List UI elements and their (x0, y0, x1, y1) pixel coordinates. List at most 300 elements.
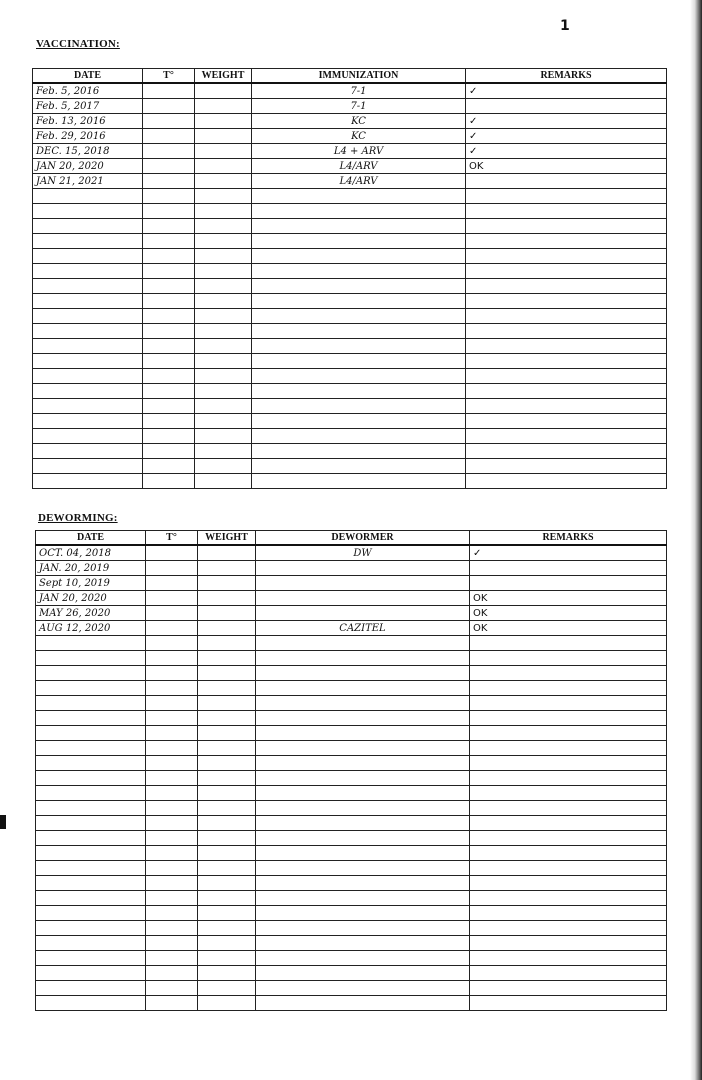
vaccination-cell-date: Feb. 5, 2017 (33, 99, 143, 114)
deworming-blank-cell (36, 936, 146, 951)
vaccination-blank-row (33, 369, 667, 384)
vaccination-blank-cell (252, 474, 466, 489)
vaccination-blank-cell (33, 474, 143, 489)
vaccination-blank-row (33, 414, 667, 429)
deworming-blank-cell (36, 966, 146, 981)
vaccination-cell-date: Feb. 29, 2016 (33, 129, 143, 144)
vaccination-blank-row (33, 219, 667, 234)
deworming-blank-cell (146, 666, 198, 681)
vaccination-blank-row (33, 384, 667, 399)
vaccination-cell-weight (195, 83, 252, 99)
vaccination-cell-weight (195, 159, 252, 174)
vaccination-blank-cell (252, 369, 466, 384)
vaccination-blank-cell (143, 309, 195, 324)
vaccination-blank-cell (195, 294, 252, 309)
vaccination-blank-cell (143, 384, 195, 399)
vaccination-blank-row (33, 309, 667, 324)
vaccination-blank-cell (33, 249, 143, 264)
vaccination-cell-date: JAN 20, 2020 (33, 159, 143, 174)
vaccination-blank-cell (466, 429, 667, 444)
vaccination-row (33, 114, 667, 129)
deworming-blank-cell (256, 876, 470, 891)
deworming-blank-cell (256, 831, 470, 846)
dew-col-date: DATE (36, 531, 146, 546)
scan-edge-mark (0, 815, 6, 829)
deworming-blank-cell (36, 846, 146, 861)
deworming-blank-row (36, 651, 667, 666)
vaccination-blank-cell (252, 219, 466, 234)
deworming-blank-cell (36, 651, 146, 666)
vaccination-blank-cell (33, 399, 143, 414)
deworming-blank-cell (256, 981, 470, 996)
vaccination-blank-cell (252, 444, 466, 459)
deworming-blank-cell (470, 981, 667, 996)
deworming-blank-cell (256, 936, 470, 951)
deworming-blank-cell (146, 756, 198, 771)
vaccination-blank-cell (33, 339, 143, 354)
deworming-blank-cell (146, 741, 198, 756)
deworming-blank-cell (256, 996, 470, 1011)
deworming-blank-cell (256, 681, 470, 696)
deworming-cell-date: AUG 12, 2020 (36, 621, 146, 636)
vaccination-blank-cell (33, 429, 143, 444)
deworming-blank-cell (146, 906, 198, 921)
deworming-blank-cell (36, 951, 146, 966)
vaccination-blank-cell (195, 459, 252, 474)
vacc-col-immunization: IMMUNIZATION (252, 69, 466, 84)
deworming-blank-cell (36, 906, 146, 921)
vaccination-blank-cell (252, 429, 466, 444)
deworming-blank-cell (36, 801, 146, 816)
deworming-blank-row (36, 996, 667, 1011)
vaccination-blank-row (33, 429, 667, 444)
vaccination-blank-cell (252, 399, 466, 414)
vaccination-blank-cell (195, 324, 252, 339)
deworming-row (36, 591, 667, 606)
vaccination-blank-cell (195, 384, 252, 399)
vaccination-blank-cell (195, 219, 252, 234)
deworming-blank-cell (198, 966, 256, 981)
deworming-blank-cell (198, 936, 256, 951)
deworming-row (36, 576, 667, 591)
deworming-blank-cell (256, 861, 470, 876)
vaccination-cell-date: JAN 21, 2021 (33, 174, 143, 189)
vaccination-blank-cell (195, 429, 252, 444)
vaccination-blank-cell (466, 309, 667, 324)
deworming-blank-row (36, 831, 667, 846)
deworming-blank-cell (470, 921, 667, 936)
vaccination-blank-cell (143, 249, 195, 264)
deworming-cell-remarks (470, 576, 667, 591)
deworming-cell-t (146, 621, 198, 636)
vaccination-cell-weight (195, 114, 252, 129)
dew-col-remarks: REMARKS (470, 531, 667, 546)
deworming-blank-cell (198, 951, 256, 966)
vaccination-blank-cell (466, 294, 667, 309)
deworming-blank-cell (146, 966, 198, 981)
vaccination-blank-cell (143, 444, 195, 459)
vaccination-blank-row (33, 474, 667, 489)
deworming-blank-row (36, 921, 667, 936)
deworming-blank-cell (146, 891, 198, 906)
vaccination-blank-cell (466, 399, 667, 414)
deworming-blank-cell (256, 891, 470, 906)
deworming-blank-cell (256, 906, 470, 921)
vaccination-cell-t (143, 114, 195, 129)
deworming-blank-cell (470, 756, 667, 771)
vaccination-blank-cell (195, 309, 252, 324)
deworming-blank-cell (470, 801, 667, 816)
vacc-col-weight: WEIGHT (195, 69, 252, 84)
vaccination-blank-cell (33, 384, 143, 399)
deworming-blank-cell (36, 756, 146, 771)
deworming-header-row (36, 531, 667, 546)
vaccination-cell-t (143, 99, 195, 114)
vaccination-blank-cell (143, 339, 195, 354)
vaccination-cell-date: Feb. 13, 2016 (33, 114, 143, 129)
deworming-blank-row (36, 696, 667, 711)
deworming-blank-row (36, 786, 667, 801)
vaccination-blank-cell (252, 234, 466, 249)
deworming-blank-cell (146, 996, 198, 1011)
deworming-cell-remarks: ✓ (470, 545, 667, 561)
vaccination-blank-cell (33, 354, 143, 369)
vaccination-blank-cell (252, 339, 466, 354)
vaccination-cell-immunization: KC (252, 129, 466, 144)
deworming-cell-weight (198, 561, 256, 576)
deworming-blank-cell (470, 786, 667, 801)
vaccination-blank-cell (143, 474, 195, 489)
deworming-blank-cell (198, 786, 256, 801)
deworming-cell-t (146, 576, 198, 591)
deworming-blank-row (36, 756, 667, 771)
deworming-blank-cell (36, 921, 146, 936)
deworming-cell-date: Sept 10, 2019 (36, 576, 146, 591)
vaccination-row (33, 159, 667, 174)
vaccination-cell-date: Feb. 5, 2016 (33, 83, 143, 99)
vaccination-blank-cell (252, 354, 466, 369)
deworming-blank-cell (198, 981, 256, 996)
vaccination-blank-cell (466, 204, 667, 219)
vaccination-blank-cell (466, 324, 667, 339)
deworming-blank-cell (146, 921, 198, 936)
deworming-table (35, 530, 667, 1011)
vaccination-blank-cell (143, 324, 195, 339)
vaccination-blank-cell (143, 294, 195, 309)
vaccination-blank-cell (195, 354, 252, 369)
vaccination-blank-cell (252, 189, 466, 204)
deworming-blank-cell (198, 906, 256, 921)
vaccination-blank-row (33, 459, 667, 474)
vaccination-blank-cell (33, 189, 143, 204)
deworming-cell-remarks: OK (470, 606, 667, 621)
vaccination-blank-row (33, 204, 667, 219)
deworming-blank-cell (256, 756, 470, 771)
deworming-blank-cell (470, 936, 667, 951)
deworming-blank-cell (256, 846, 470, 861)
deworming-blank-row (36, 741, 667, 756)
deworming-blank-cell (256, 966, 470, 981)
deworming-blank-cell (36, 786, 146, 801)
deworming-blank-cell (146, 711, 198, 726)
deworming-blank-cell (36, 996, 146, 1011)
vaccination-blank-cell (33, 414, 143, 429)
vaccination-cell-t (143, 174, 195, 189)
vaccination-blank-cell (195, 414, 252, 429)
deworming-blank-cell (198, 846, 256, 861)
deworming-blank-cell (256, 951, 470, 966)
vaccination-blank-cell (252, 264, 466, 279)
deworming-blank-cell (470, 876, 667, 891)
vaccination-cell-remarks: ✓ (466, 83, 667, 99)
deworming-cell-weight (198, 545, 256, 561)
deworming-blank-row (36, 681, 667, 696)
vaccination-blank-cell (252, 414, 466, 429)
vaccination-cell-immunization: 7-1 (252, 99, 466, 114)
vaccination-blank-cell (33, 204, 143, 219)
vaccination-blank-cell (252, 204, 466, 219)
vaccination-header-row (33, 69, 667, 84)
deworming-blank-cell (146, 831, 198, 846)
deworming-cell-weight (198, 591, 256, 606)
vaccination-blank-row (33, 399, 667, 414)
deworming-blank-cell (198, 996, 256, 1011)
vaccination-cell-weight (195, 144, 252, 159)
deworming-blank-cell (256, 726, 470, 741)
deworming-blank-cell (198, 831, 256, 846)
deworming-blank-cell (198, 816, 256, 831)
deworming-blank-row (36, 981, 667, 996)
vaccination-cell-remarks: ✓ (466, 129, 667, 144)
deworming-blank-row (36, 936, 667, 951)
deworming-blank-cell (256, 816, 470, 831)
deworming-blank-cell (36, 816, 146, 831)
deworming-row (36, 545, 667, 561)
deworming-cell-dewormer: CAZITEL (256, 621, 470, 636)
vaccination-table (32, 68, 667, 489)
page-number: 1 (560, 18, 570, 34)
vaccination-blank-cell (143, 429, 195, 444)
deworming-cell-t (146, 561, 198, 576)
vaccination-blank-cell (466, 444, 667, 459)
deworming-cell-weight (198, 576, 256, 591)
vaccination-blank-cell (33, 369, 143, 384)
vaccination-blank-cell (143, 189, 195, 204)
deworming-blank-cell (36, 891, 146, 906)
deworming-blank-cell (198, 921, 256, 936)
deworming-blank-cell (198, 771, 256, 786)
deworming-blank-cell (470, 636, 667, 651)
deworming-blank-cell (198, 726, 256, 741)
vaccination-row (33, 174, 667, 189)
deworming-blank-cell (36, 726, 146, 741)
deworming-blank-cell (256, 696, 470, 711)
vaccination-blank-cell (33, 234, 143, 249)
deworming-blank-cell (146, 876, 198, 891)
deworming-blank-cell (198, 741, 256, 756)
deworming-blank-cell (470, 951, 667, 966)
vaccination-blank-row (33, 279, 667, 294)
vaccination-blank-cell (466, 264, 667, 279)
vaccination-blank-cell (466, 354, 667, 369)
vaccination-blank-cell (33, 444, 143, 459)
vaccination-blank-cell (33, 309, 143, 324)
deworming-blank-cell (470, 651, 667, 666)
vaccination-blank-row (33, 249, 667, 264)
deworming-blank-cell (470, 771, 667, 786)
vaccination-blank-cell (195, 474, 252, 489)
deworming-blank-cell (198, 861, 256, 876)
vaccination-blank-cell (195, 204, 252, 219)
deworming-blank-cell (470, 891, 667, 906)
vaccination-cell-remarks: OK (466, 159, 667, 174)
deworming-blank-row (36, 861, 667, 876)
vaccination-blank-row (33, 324, 667, 339)
vaccination-cell-immunization: KC (252, 114, 466, 129)
deworming-cell-dewormer (256, 576, 470, 591)
deworming-blank-row (36, 801, 667, 816)
deworming-blank-cell (198, 711, 256, 726)
deworming-blank-cell (256, 651, 470, 666)
deworming-blank-cell (146, 936, 198, 951)
deworming-blank-cell (470, 996, 667, 1011)
deworming-blank-cell (36, 711, 146, 726)
vaccination-blank-cell (466, 384, 667, 399)
deworming-blank-cell (470, 861, 667, 876)
vaccination-cell-t (143, 129, 195, 144)
vaccination-blank-cell (466, 474, 667, 489)
deworming-cell-dewormer (256, 561, 470, 576)
vacc-col-date: DATE (33, 69, 143, 84)
vaccination-blank-cell (33, 294, 143, 309)
deworming-blank-cell (470, 696, 667, 711)
deworming-blank-cell (470, 741, 667, 756)
vaccination-blank-row (33, 264, 667, 279)
vacc-col-remarks: REMARKS (466, 69, 667, 84)
deworming-blank-cell (36, 681, 146, 696)
deworming-blank-cell (146, 726, 198, 741)
vaccination-cell-remarks (466, 174, 667, 189)
deworming-blank-cell (36, 831, 146, 846)
vacc-col-temp: T° (143, 69, 195, 84)
deworming-cell-remarks (470, 561, 667, 576)
scan-right-edge (690, 0, 702, 1080)
vaccination-cell-t (143, 144, 195, 159)
deworming-blank-cell (198, 681, 256, 696)
deworming-blank-cell (256, 786, 470, 801)
deworming-blank-cell (256, 921, 470, 936)
deworming-blank-cell (146, 801, 198, 816)
deworming-cell-date: OCT. 04, 2018 (36, 545, 146, 561)
deworming-cell-remarks: OK (470, 591, 667, 606)
deworming-row (36, 606, 667, 621)
vaccination-blank-cell (466, 459, 667, 474)
vaccination-cell-immunization: L4 + ARV (252, 144, 466, 159)
vaccination-cell-weight (195, 99, 252, 114)
vaccination-cell-t (143, 83, 195, 99)
deworming-blank-row (36, 636, 667, 651)
deworming-blank-cell (146, 786, 198, 801)
deworming-cell-dewormer (256, 606, 470, 621)
vaccination-blank-cell (143, 219, 195, 234)
vaccination-blank-row (33, 339, 667, 354)
deworming-blank-row (36, 711, 667, 726)
dew-col-weight: WEIGHT (198, 531, 256, 546)
vaccination-blank-cell (195, 249, 252, 264)
deworming-blank-cell (470, 816, 667, 831)
deworming-blank-cell (146, 681, 198, 696)
vaccination-cell-immunization: L4/ARV (252, 174, 466, 189)
vaccination-blank-cell (195, 264, 252, 279)
dew-col-temp: T° (146, 531, 198, 546)
vaccination-blank-cell (195, 369, 252, 384)
vaccination-blank-cell (143, 354, 195, 369)
vaccination-blank-cell (33, 264, 143, 279)
vaccination-blank-cell (466, 249, 667, 264)
deworming-blank-row (36, 816, 667, 831)
deworming-cell-date: JAN. 20, 2019 (36, 561, 146, 576)
deworming-blank-cell (36, 981, 146, 996)
deworming-blank-cell (198, 876, 256, 891)
deworming-cell-t (146, 606, 198, 621)
deworming-blank-cell (146, 636, 198, 651)
vaccination-blank-cell (33, 219, 143, 234)
vaccination-cell-date: DEC. 15, 2018 (33, 144, 143, 159)
deworming-blank-cell (36, 741, 146, 756)
vaccination-blank-cell (466, 279, 667, 294)
deworming-blank-cell (198, 891, 256, 906)
deworming-blank-cell (146, 816, 198, 831)
vaccination-blank-row (33, 444, 667, 459)
vaccination-blank-row (33, 189, 667, 204)
vaccination-blank-row (33, 234, 667, 249)
vaccination-cell-remarks: ✓ (466, 114, 667, 129)
deworming-blank-cell (470, 726, 667, 741)
deworming-blank-cell (146, 981, 198, 996)
vaccination-cell-remarks (466, 99, 667, 114)
deworming-blank-cell (198, 801, 256, 816)
deworming-blank-cell (470, 846, 667, 861)
vaccination-cell-immunization: L4/ARV (252, 159, 466, 174)
vaccination-blank-cell (143, 399, 195, 414)
vaccination-blank-cell (33, 459, 143, 474)
deworming-blank-cell (36, 636, 146, 651)
deworming-row (36, 561, 667, 576)
deworming-blank-cell (146, 846, 198, 861)
vaccination-cell-t (143, 159, 195, 174)
vaccination-blank-cell (466, 414, 667, 429)
vaccination-blank-cell (195, 444, 252, 459)
deworming-blank-cell (256, 801, 470, 816)
deworming-blank-cell (146, 951, 198, 966)
deworming-blank-cell (256, 741, 470, 756)
deworming-blank-row (36, 666, 667, 681)
vaccination-cell-remarks: ✓ (466, 144, 667, 159)
deworming-blank-cell (198, 696, 256, 711)
vaccination-blank-cell (195, 234, 252, 249)
vaccination-blank-row (33, 294, 667, 309)
deworming-blank-row (36, 726, 667, 741)
vaccination-title: VACCINATION: (36, 38, 120, 50)
vaccination-cell-weight (195, 129, 252, 144)
deworming-blank-row (36, 876, 667, 891)
vaccination-blank-cell (252, 279, 466, 294)
deworming-blank-cell (146, 651, 198, 666)
deworming-cell-dewormer (256, 591, 470, 606)
deworming-blank-cell (198, 666, 256, 681)
deworming-blank-cell (198, 651, 256, 666)
deworming-blank-row (36, 771, 667, 786)
